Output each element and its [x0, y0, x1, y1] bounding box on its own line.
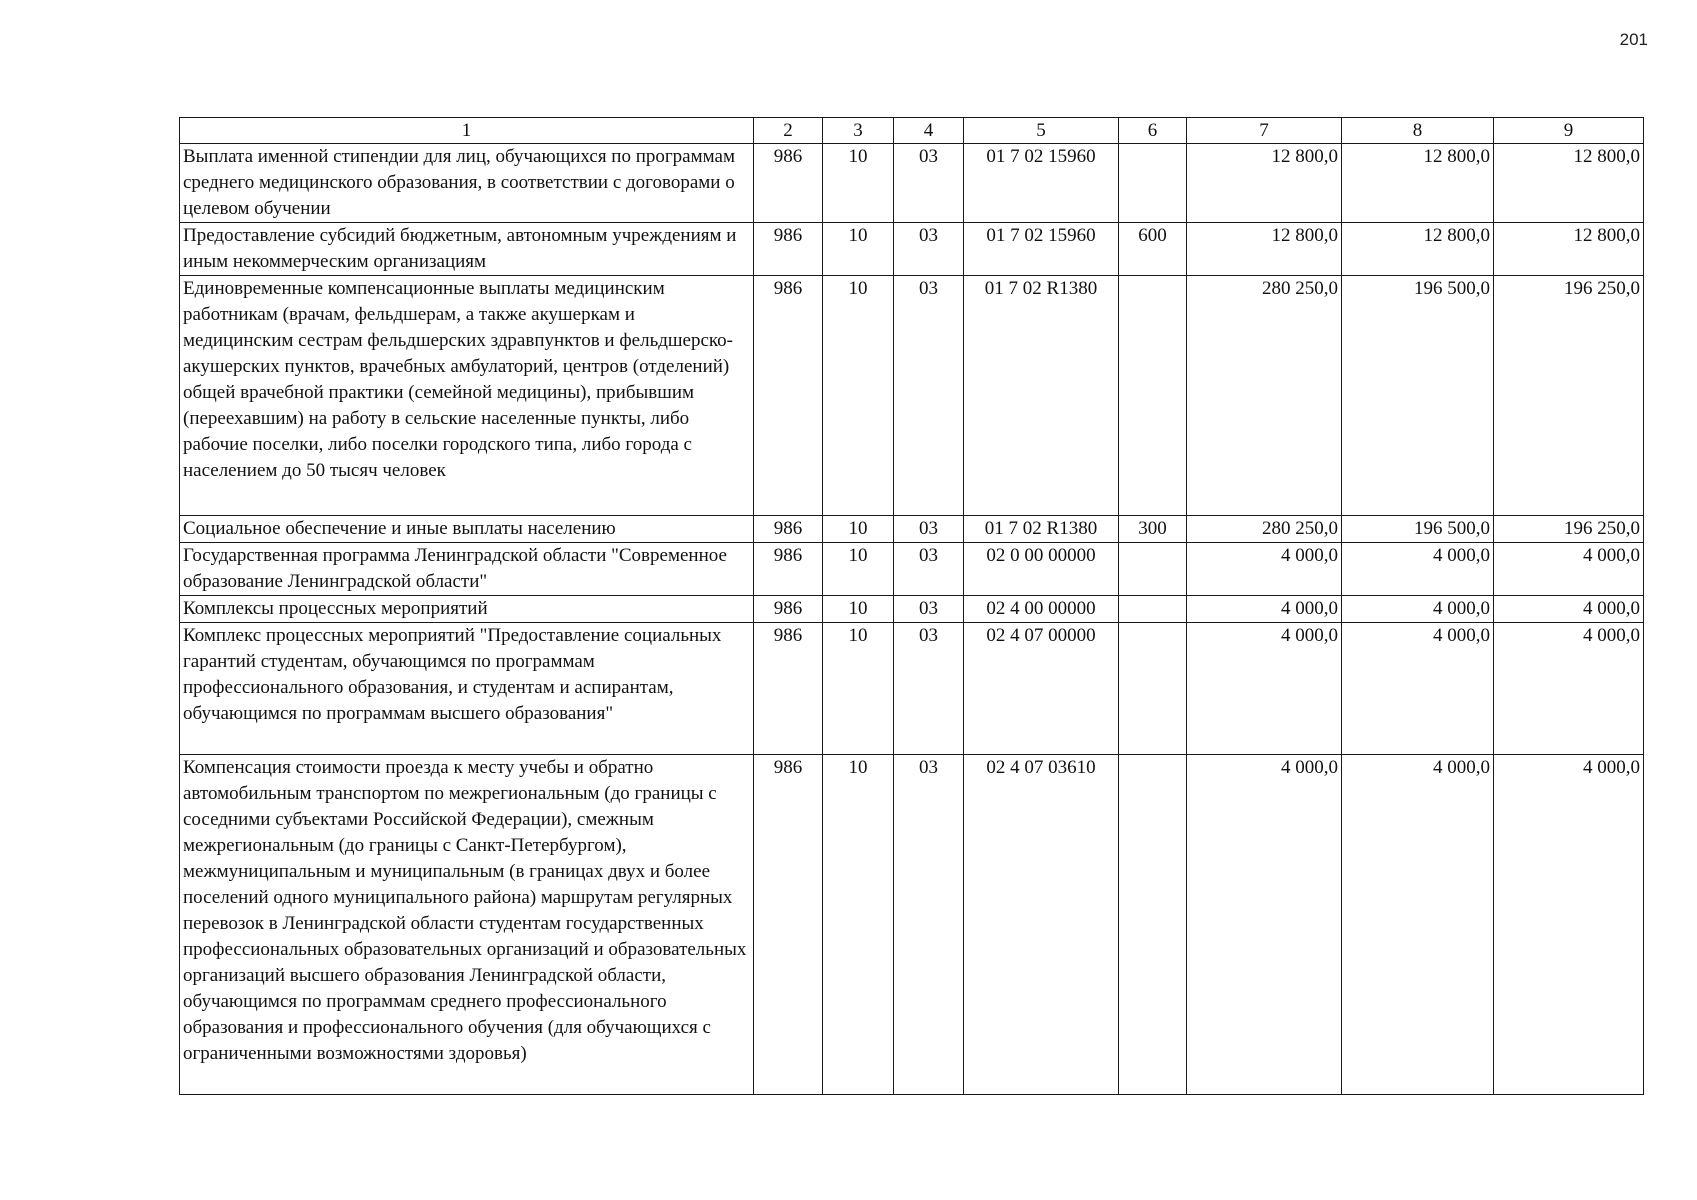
cell-target-article: 02 4 00 00000 [964, 596, 1119, 623]
cell-amount-3: 4 000,0 [1494, 543, 1644, 596]
cell-section: 10 [823, 516, 894, 543]
cell-amount-3: 4 000,0 [1494, 596, 1644, 623]
cell-ministry: 986 [754, 276, 823, 516]
header-cell: 3 [823, 118, 894, 144]
row-name: Комплексы процессных мероприятий [180, 596, 754, 623]
cell-amount-2: 196 500,0 [1342, 276, 1494, 516]
cell-expense-type: 300 [1119, 516, 1187, 543]
cell-subsection: 03 [894, 755, 964, 1095]
table-row [180, 623, 1644, 755]
cell-amount-2: 12 800,0 [1342, 223, 1494, 276]
cell-expense-type [1119, 755, 1187, 1095]
cell-amount-1: 12 800,0 [1187, 144, 1342, 223]
cell-amount-2: 4 000,0 [1342, 623, 1494, 755]
header-cell: 2 [754, 118, 823, 144]
table-row [180, 596, 1644, 623]
cell-target-article: 02 0 00 00000 [964, 543, 1119, 596]
header-cell: 6 [1119, 118, 1187, 144]
cell-subsection: 03 [894, 516, 964, 543]
row-name: Государственная программа Ленинградской области "Современное образование Ленинградской области" [180, 543, 754, 596]
header-cell: 9 [1494, 118, 1644, 144]
header-cell: 7 [1187, 118, 1342, 144]
cell-amount-3: 4 000,0 [1494, 755, 1644, 1095]
cell-amount-3: 196 250,0 [1494, 276, 1644, 516]
cell-target-article: 01 7 02 R1380 [964, 276, 1119, 516]
cell-ministry: 986 [754, 223, 823, 276]
cell-amount-2: 4 000,0 [1342, 755, 1494, 1095]
cell-amount-3: 4 000,0 [1494, 623, 1644, 755]
cell-ministry: 986 [754, 144, 823, 223]
cell-amount-2: 4 000,0 [1342, 596, 1494, 623]
row-name: Комплекс процессных мероприятий "Предоставление социальных гарантий студентам, обучающимся по программам профессионального образования, и студентам и аспирантам, обучающимся по программам высшего образования" [180, 623, 754, 755]
cell-expense-type [1119, 596, 1187, 623]
table-row [180, 223, 1644, 276]
cell-ministry: 986 [754, 755, 823, 1095]
cell-amount-1: 4 000,0 [1187, 543, 1342, 596]
cell-section: 10 [823, 543, 894, 596]
cell-expense-type [1119, 543, 1187, 596]
table-row [180, 144, 1644, 223]
row-name: Предоставление субсидий бюджетным, автономным учреждениям и иным некоммерческим организациям [180, 223, 754, 276]
cell-target-article: 02 4 07 00000 [964, 623, 1119, 755]
cell-ministry: 986 [754, 623, 823, 755]
cell-amount-1: 4 000,0 [1187, 623, 1342, 755]
row-name: Выплата именной стипендии для лиц, обучающихся по программам среднего медицинского образования, в соответствии с договорами о целевом обучении [180, 144, 754, 223]
cell-amount-3: 196 250,0 [1494, 516, 1644, 543]
table-row [180, 755, 1644, 1095]
row-name: Компенсация стоимости проезда к месту учебы и обратно автомобильным транспортом по межрегиональным (до границы с соседними субъектами Российской Федерации), смежным межрегиональным (до границы с Санкт-Петербургом), межмуниципальным и муниципальным (в границах двух и более поселений одного муниципального района) маршрутам регулярных перевозок в Ленинградской области студентам государственных профессиональных образовательных организаций и образовательных организаций высшего образования Ленинградской области, обучающимся по программам среднего профессионального образования и профессионального обучения (для обучающихся с ограниченными возможностями здоровья) [180, 755, 754, 1095]
cell-subsection: 03 [894, 276, 964, 516]
cell-section: 10 [823, 144, 894, 223]
cell-section: 10 [823, 276, 894, 516]
cell-amount-2: 4 000,0 [1342, 543, 1494, 596]
budget-table [179, 117, 1644, 1095]
cell-section: 10 [823, 223, 894, 276]
table-row [180, 276, 1644, 516]
cell-amount-2: 196 500,0 [1342, 516, 1494, 543]
header-cell: 1 [180, 118, 754, 144]
cell-target-article: 02 4 07 03610 [964, 755, 1119, 1095]
cell-section: 10 [823, 755, 894, 1095]
header-cell: 5 [964, 118, 1119, 144]
cell-expense-type: 600 [1119, 223, 1187, 276]
cell-amount-3: 12 800,0 [1494, 223, 1644, 276]
cell-expense-type [1119, 276, 1187, 516]
cell-amount-3: 12 800,0 [1494, 144, 1644, 223]
cell-expense-type [1119, 144, 1187, 223]
cell-subsection: 03 [894, 596, 964, 623]
cell-subsection: 03 [894, 144, 964, 223]
table-row [180, 516, 1644, 543]
cell-target-article: 01 7 02 R1380 [964, 516, 1119, 543]
header-cell: 8 [1342, 118, 1494, 144]
cell-expense-type [1119, 623, 1187, 755]
cell-subsection: 03 [894, 543, 964, 596]
header-row [180, 118, 1644, 144]
cell-target-article: 01 7 02 15960 [964, 223, 1119, 276]
header-cell: 4 [894, 118, 964, 144]
cell-subsection: 03 [894, 223, 964, 276]
cell-amount-1: 280 250,0 [1187, 516, 1342, 543]
cell-amount-1: 280 250,0 [1187, 276, 1342, 516]
cell-amount-1: 4 000,0 [1187, 755, 1342, 1095]
cell-amount-2: 12 800,0 [1342, 144, 1494, 223]
cell-ministry: 986 [754, 516, 823, 543]
cell-ministry: 986 [754, 543, 823, 596]
cell-target-article: 01 7 02 15960 [964, 144, 1119, 223]
cell-section: 10 [823, 596, 894, 623]
cell-section: 10 [823, 623, 894, 755]
cell-subsection: 03 [894, 623, 964, 755]
cell-amount-1: 12 800,0 [1187, 223, 1342, 276]
cell-ministry: 986 [754, 596, 823, 623]
table-row [180, 543, 1644, 596]
row-name: Единовременные компенсационные выплаты медицинским работникам (врачам, фельдшерам, а также акушеркам и медицинским сестрам фельдшерских здравпунктов и фельдшерско-акушерских пунктов, врачебных амбулаторий, центров (отделений) общей врачебной практики (семейной медицины), прибывшим (переехавшим) на работу в сельские населенные пункты, либо рабочие поселки, либо поселки городского типа, либо города с населением до 50 тысяч человек [180, 276, 754, 516]
row-name: Социальное обеспечение и иные выплаты населению [180, 516, 754, 543]
page-number: 201 [1619, 30, 1648, 49]
cell-amount-1: 4 000,0 [1187, 596, 1342, 623]
